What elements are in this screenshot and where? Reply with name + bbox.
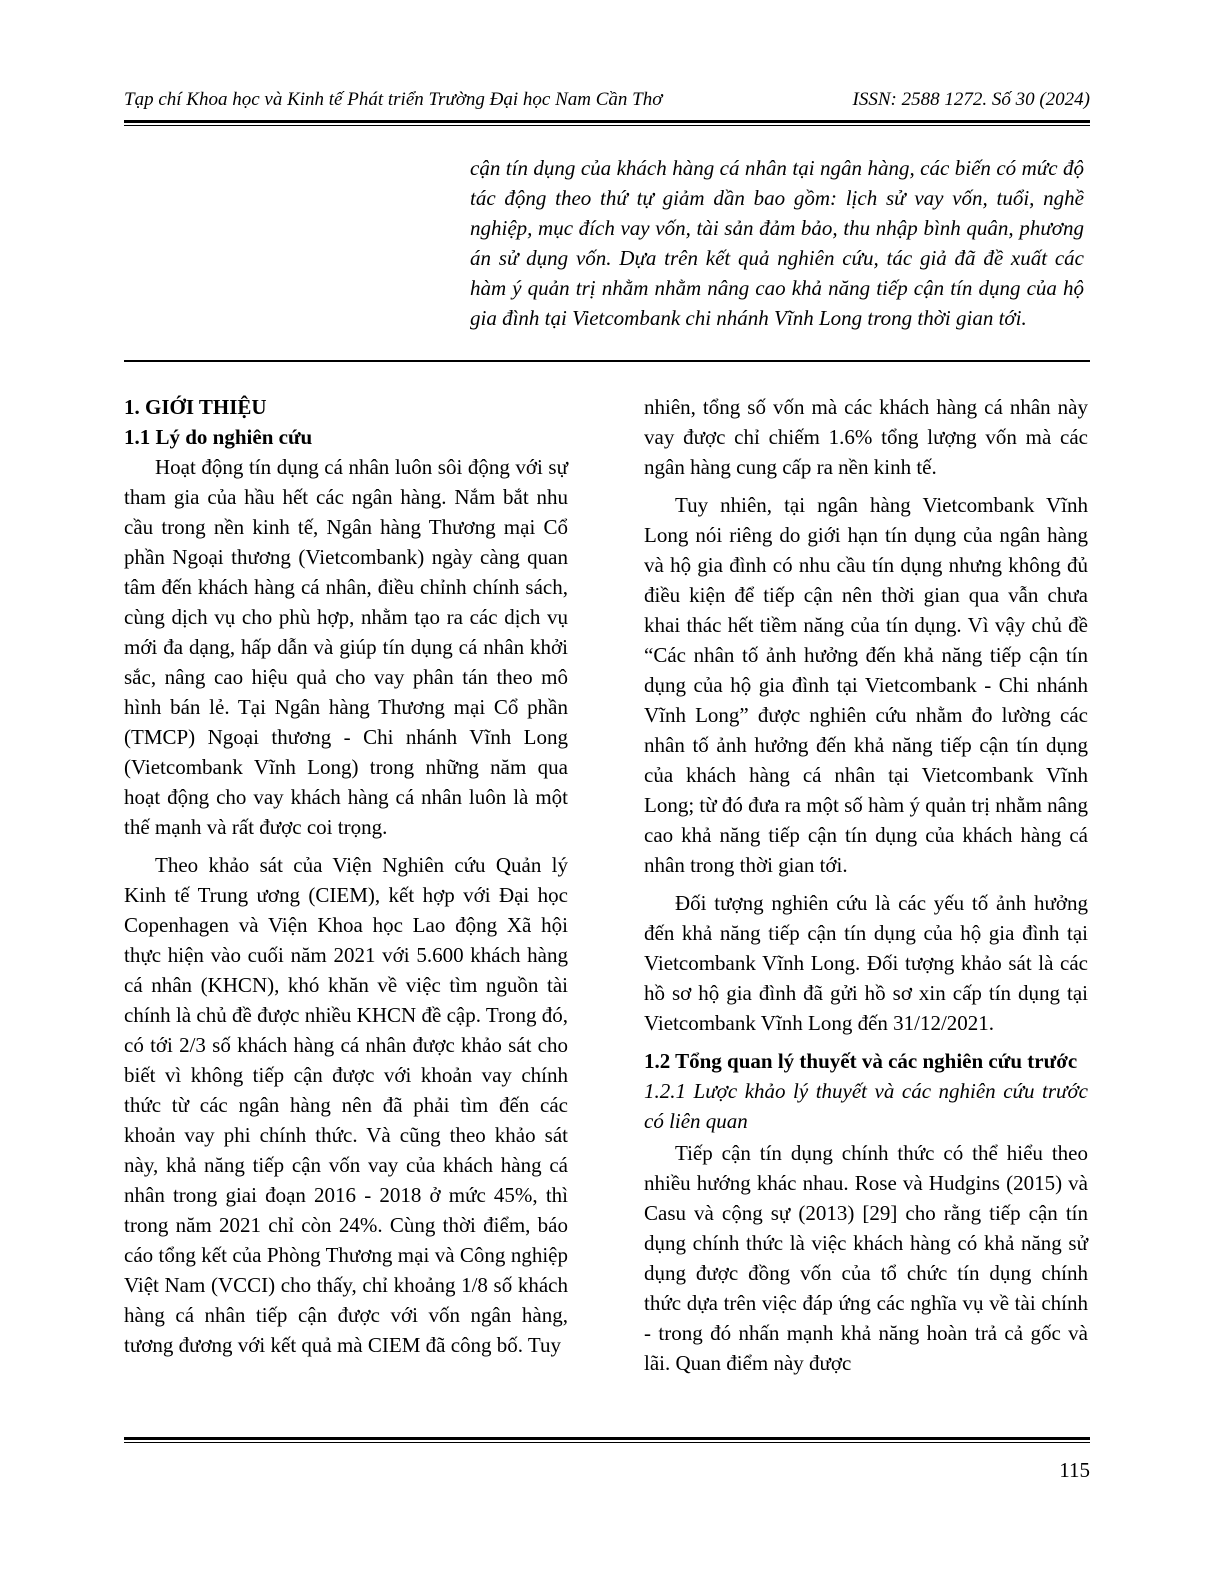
abstract-rule: [124, 360, 1090, 362]
running-header: [124, 88, 1090, 112]
journal-title: Tạp chí Khoa học và Kinh tế Phát triển Trường Đại học Nam Cần Thơ: [124, 89, 663, 110]
footer-rule: [124, 1437, 1090, 1443]
paragraph-continued: nhiên, tổng số vốn mà các khách hàng cá nhân này vay được chỉ chiếm 1.6% tổng lượng vốn mà các ngân hàng cung cấp ra nền kinh tế.: [644, 395, 1088, 479]
paragraph: Tiếp cận tín dụng chính thức có thể hiểu theo nhiều hướng khác nhau. Rose và Hudgins (2015) và Casu và cộng sự (2013) [29] cho rằng tiếp cận tín dụng chính thức là việc khách hàng có khả năng sử dụng được đồng vốn của tổ chức tín dụng chính thức dựa trên việc đáp ứng các nghĩa vụ về tài chính - trong đó nhấn mạnh khả năng hoàn trả cả gốc và lãi. Quan điểm này được: [644, 1141, 1088, 1375]
paragraph: Theo khảo sát của Viện Nghiên cứu Quản lý Kinh tế Trung ương (CIEM), kết hợp với Đại học Copenhagen và Viện Khoa học Lao động Xã hội thực hiện vào cuối năm 2021 với 5.600 khách hàng cá nhân (KHCN), khó khăn về việc tìm nguồn tài chính là chủ đề được nhiều KHCN đề cập. Trong đó, có tới 2/3 số khách hàng cá nhân được khảo sát cho biết vì không tiếp cận được với khoản vay chính thức từ các ngân hàng nên đã phải tìm đến các khoản vay phi chính thức. Và cũng theo khảo sát này, khả năng tiếp cận vốn vay của khách hàng cá nhân trong giai đoạn 2016 - 2018 ở mức 45%, thì trong năm 2021 chỉ còn 24%. Cùng thời điểm, báo cáo tổng kết của Phòng Thương mại và Công nghiệp Việt Nam (VCCI) cho thấy, chỉ khoảng 1/8 số khách hàng cá nhân tiếp cận được với vốn ngân hàng, tương đương với kết quả mà CIEM đã công bố. Tuy: [124, 853, 568, 1357]
subsection-heading: 1.1 Lý do nghiên cứu: [124, 425, 313, 449]
paragraph: Hoạt động tín dụng cá nhân luôn sôi động với sự tham gia của hầu hết các ngân hàng. Nắm bắt nhu cầu trong nền kinh tế, Ngân hàng Thương mại Cổ phần Ngoại thương (Vietcombank) ngày càng quan tâm đến khách hàng cá nhân, điều chỉnh chính sách, cùng dịch vụ cho phù hợp, nhằm tạo ra các dịch vụ mới đa dạng, hấp dẫn và giúp tín dụng cá nhân khởi sắc, nâng cao hiệu quả cho vay phân tán theo mô hình bán lẻ. Tại Ngân hàng Thương mại Cổ phần (TMCP) Ngoại thương - Chi nhánh Vĩnh Long (Vietcombank Vĩnh Long) trong những năm qua hoạt động cho vay khách hàng cá nhân luôn là một thế mạnh và rất được coi trọng.: [124, 455, 568, 839]
page-number: 115: [1059, 1458, 1090, 1482]
paragraph: Tuy nhiên, tại ngân hàng Vietcombank Vĩnh Long nói riêng do giới hạn tín dụng của ngân hàng và hộ gia đình có nhu cầu tín dụng nhưng không đủ điều kiện để tiếp cận nên thời gian qua vẫn chưa khai thác hết tiềm năng của tín dụng. Vì vậy chủ đề “Các nhân tố ảnh hưởng đến khả năng tiếp cận tín dụng của hộ gia đình tại Vietcombank - Chi nhánh Vĩnh Long” được nghiên cứu nhằm đo lường các nhân tố ảnh hưởng đến khả năng tiếp cận tín dụng của khách hàng cá nhân tại Vietcombank Vĩnh Long; từ đó đưa ra một số hàm ý quản trị nhằm nâng cao khả năng tiếp cận tín dụng của khách hàng cá nhân trong thời gian tới.: [644, 493, 1088, 877]
abstract-continuation: [470, 153, 1084, 333]
header-rule: [124, 120, 1090, 126]
subsection-heading: 1.2 Tổng quan lý thuyết và các nghiên cứu trước: [644, 1049, 1078, 1073]
left-column: [124, 392, 568, 1368]
issn-issue: ISSN: 2588 1272. Số 30 (2024): [852, 89, 1090, 110]
subsubsection-heading: 1.2.1 Lược khảo lý thuyết và các nghiên cứu trước có liên quan: [644, 1079, 1088, 1133]
section-heading: 1. GIỚI THIỆU: [124, 395, 267, 419]
paragraph: Đối tượng nghiên cứu là các yếu tố ảnh hưởng đến khả năng tiếp cận tín dụng của hộ gia đình tại Vietcombank Vĩnh Long. Đối tượng khảo sát là các hồ sơ hộ gia đình đã gửi hồ sơ xin cấp tín dụng tại Vietcombank Vĩnh Long đến 31/12/2021.: [644, 891, 1088, 1035]
right-column: [644, 392, 1088, 1386]
abstract-text: cận tín dụng của khách hàng cá nhân tại ngân hàng, các biến có mức độ tác động theo thứ tự giảm dần bao gồm: lịch sử vay vốn, tuổi, nghề nghiệp, mục đích vay vốn, tài sản đảm bảo, thu nhập bình quân, phương án sử dụng vốn. Dựa trên kết quả nghiên cứu, tác giả đã đề xuất các hàm ý quản trị nhằm nhằm nâng cao khả năng tiếp cận tín dụng của hộ gia đình tại Vietcombank chi nhánh Vĩnh Long trong thời gian tới.: [470, 156, 1084, 330]
